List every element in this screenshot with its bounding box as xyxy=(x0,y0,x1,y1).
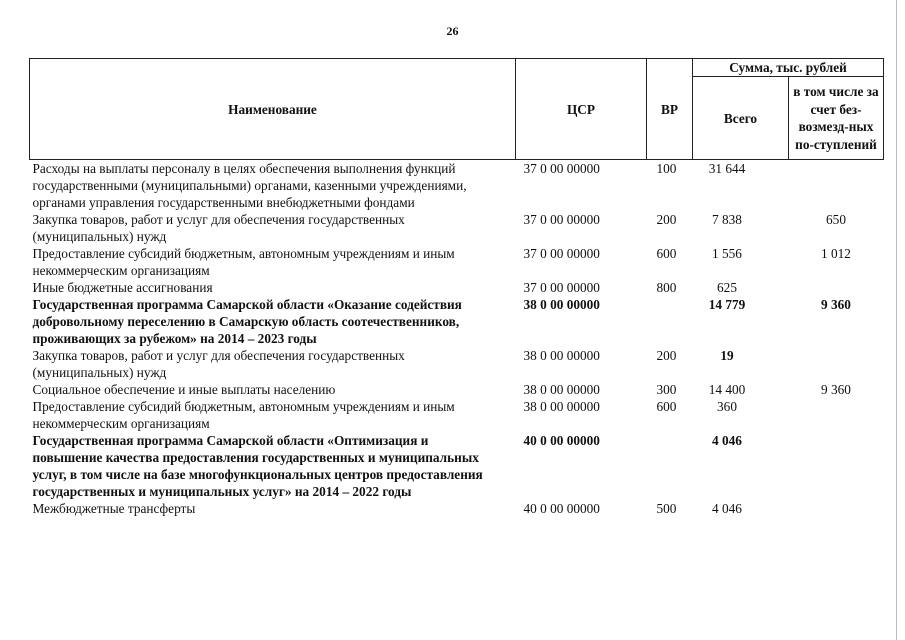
table-row xyxy=(30,398,884,432)
row-csr: 38 0 00 00000 xyxy=(523,382,600,397)
row-total: 14 779 xyxy=(708,297,746,312)
row-incl xyxy=(789,432,884,500)
row-vr: 600 xyxy=(656,246,677,261)
row-csr: 37 0 00 00000 xyxy=(523,246,600,261)
row-csr: 40 0 00 00000 xyxy=(523,433,600,448)
row-vr xyxy=(647,296,693,347)
row-name: Предоставление субсидий бюджетным, автономным учреждениям и иным некоммерческим организациям xyxy=(32,246,455,278)
row-name: Закупка товаров, работ и услуг для обеспечения государственных (муниципальных) нужд xyxy=(32,348,405,380)
row-incl xyxy=(789,160,884,212)
table-row xyxy=(30,160,884,212)
table-row xyxy=(30,245,884,279)
row-csr: 38 0 00 00000 xyxy=(523,297,600,312)
row-total: 4 046 xyxy=(712,433,742,448)
row-name: Социальное обеспечение и иные выплаты населению xyxy=(32,382,336,397)
row-total: 1 556 xyxy=(712,246,742,261)
row-csr: 37 0 00 00000 xyxy=(523,280,600,295)
row-incl: 650 xyxy=(826,212,846,227)
row-incl xyxy=(789,500,884,517)
table-row xyxy=(30,347,884,381)
row-total: 14 400 xyxy=(708,382,746,397)
table-body xyxy=(30,160,884,518)
row-csr: 37 0 00 00000 xyxy=(523,212,600,227)
row-incl: 9 360 xyxy=(821,382,851,397)
row-total: 4 046 xyxy=(712,501,742,516)
table-row xyxy=(30,432,884,500)
row-name: Государственная программа Самарской области «Оптимизация и повышение качества предоставления государственных и муниципальных услуг, в том числе на базе многофункциональных центров предоставления государственных и муниципальных услуг» на 2014 – 2022 годы xyxy=(32,433,483,499)
row-name: Расходы на выплаты персоналу в целях обеспечения выполнения функций государственными (муниципальными) органами, казенными учреждениями, органами управления государственными внебюджетными фондами xyxy=(32,161,467,210)
row-total: 31 644 xyxy=(708,161,746,176)
row-total: 19 xyxy=(720,348,734,363)
row-vr: 100 xyxy=(656,161,677,176)
row-vr: 300 xyxy=(656,382,677,397)
row-incl xyxy=(789,347,884,381)
row-total: 7 838 xyxy=(712,212,742,227)
header-sum: Сумма, тыс. рублей xyxy=(693,59,884,77)
row-csr: 37 0 00 00000 xyxy=(523,161,600,176)
budget-table xyxy=(29,58,884,517)
row-vr: 800 xyxy=(656,280,677,295)
row-incl xyxy=(789,279,884,296)
header-vr: ВР xyxy=(647,59,693,160)
header-incl: в том числе за счет без-возмезд-ных по-ступлений xyxy=(789,77,884,160)
row-name: Закупка товаров, работ и услуг для обеспечения государственных (муниципальных) нужд xyxy=(32,212,405,244)
row-csr: 38 0 00 00000 xyxy=(523,348,600,363)
table-row xyxy=(30,279,884,296)
header-csr: ЦСР xyxy=(516,59,647,160)
row-csr: 40 0 00 00000 xyxy=(523,501,600,516)
table-row xyxy=(30,296,884,347)
row-vr: 200 xyxy=(656,348,677,363)
table-row xyxy=(30,500,884,517)
row-incl: 9 360 xyxy=(821,297,851,312)
row-vr: 600 xyxy=(656,399,677,414)
row-vr: 200 xyxy=(656,212,677,227)
table-row xyxy=(30,211,884,245)
table-header xyxy=(30,59,884,160)
header-total: Всего xyxy=(693,77,789,160)
row-vr xyxy=(647,432,693,500)
row-total: 360 xyxy=(717,399,737,414)
row-name: Государственная программа Самарской области «Оказание содействия добровольному переселению в Самарскую область соотечественников, проживающих за рубежом» на 2014 – 2023 годы xyxy=(32,297,462,346)
scan-edge-line xyxy=(896,0,897,640)
row-name: Иные бюджетные ассигнования xyxy=(32,280,213,295)
row-csr: 38 0 00 00000 xyxy=(523,399,600,414)
row-name: Межбюджетные трансферты xyxy=(32,501,196,516)
row-incl: 1 012 xyxy=(821,246,851,261)
row-name: Предоставление субсидий бюджетным, автономным учреждениям и иным некоммерческим организациям xyxy=(32,399,455,431)
page-number: 26 xyxy=(446,24,459,38)
row-vr: 500 xyxy=(656,501,677,516)
header-name: Наименование xyxy=(30,59,516,160)
row-incl xyxy=(789,398,884,432)
row-total: 625 xyxy=(717,280,737,295)
table-row xyxy=(30,381,884,398)
